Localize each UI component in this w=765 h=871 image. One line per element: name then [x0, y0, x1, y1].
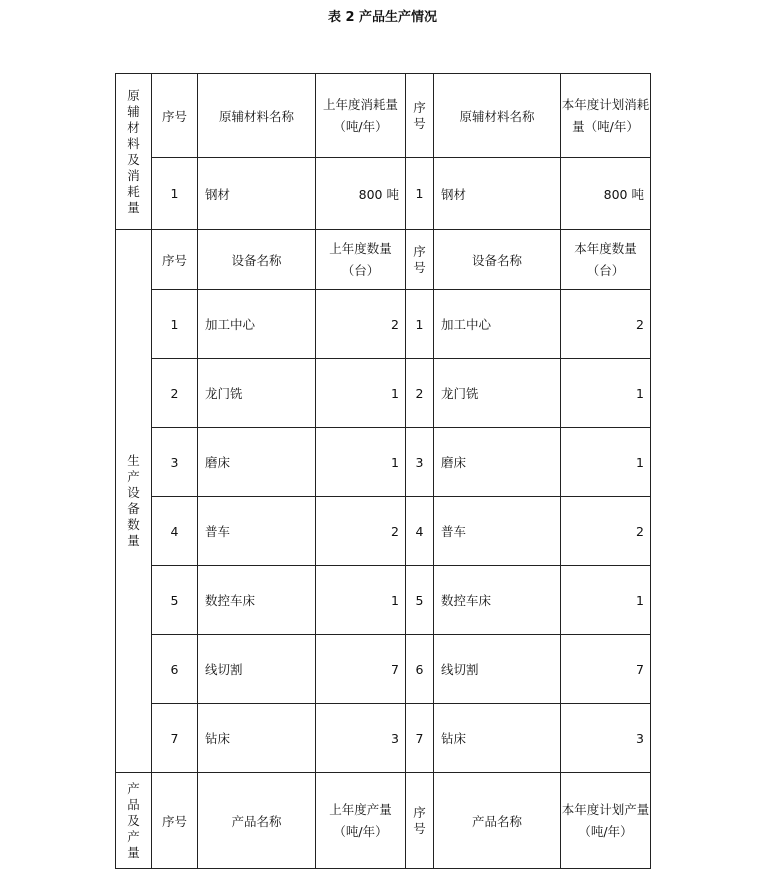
table-row	[116, 704, 651, 773]
row-name-left: 龙门铣	[198, 359, 316, 428]
row-value-right: 7	[561, 635, 651, 704]
header-cell: 序号	[152, 230, 198, 290]
row-value-left: 2	[316, 497, 406, 566]
row-value-right: 1	[561, 359, 651, 428]
header-cell: 产品名称	[434, 773, 561, 869]
header-cell: 序号	[406, 230, 434, 290]
row-name-left: 加工中心	[198, 290, 316, 359]
table-row	[116, 497, 651, 566]
production-table	[115, 73, 651, 869]
row-value-left: 1	[316, 359, 406, 428]
header-cell: 本年度数量（台）	[561, 230, 651, 290]
row-name-right: 普车	[434, 497, 561, 566]
row-value-left: 1	[316, 566, 406, 635]
header-cell: 序号	[406, 773, 434, 869]
row-name-right: 磨床	[434, 428, 561, 497]
header-cell: 上年度产量（吨/年）	[316, 773, 406, 869]
row-no-left: 6	[152, 635, 198, 704]
row-name-left: 数控车床	[198, 566, 316, 635]
header-cell: 本年度计划消耗量（吨/年）	[561, 74, 651, 158]
row-value-left: 800 吨	[316, 158, 406, 230]
table-row	[116, 290, 651, 359]
header-cell: 本年度计划产量（吨/年）	[561, 773, 651, 869]
row-name-right: 数控车床	[434, 566, 561, 635]
row-value-right: 1	[561, 566, 651, 635]
row-name-right: 钢材	[434, 158, 561, 230]
header-cell: 上年度消耗量（吨/年）	[316, 74, 406, 158]
section-label-materials: 原辅材料及消耗量	[116, 74, 152, 230]
header-cell: 产品名称	[198, 773, 316, 869]
row-no-right: 1	[406, 158, 434, 230]
products-header-row	[116, 773, 651, 869]
row-no-right: 3	[406, 428, 434, 497]
table-row	[116, 428, 651, 497]
header-cell: 原辅材料名称	[434, 74, 561, 158]
row-name-left: 钻床	[198, 704, 316, 773]
row-value-right: 800 吨	[561, 158, 651, 230]
row-no-right: 1	[406, 290, 434, 359]
row-name-left: 钢材	[198, 158, 316, 230]
header-cell: 序号	[152, 74, 198, 158]
row-value-right: 1	[561, 428, 651, 497]
header-cell: 原辅材料名称	[198, 74, 316, 158]
row-name-right: 线切割	[434, 635, 561, 704]
row-name-left: 磨床	[198, 428, 316, 497]
row-value-left: 3	[316, 704, 406, 773]
row-name-right: 钻床	[434, 704, 561, 773]
header-cell: 序号	[152, 773, 198, 869]
row-no-left: 1	[152, 158, 198, 230]
table-row	[116, 635, 651, 704]
row-no-right: 2	[406, 359, 434, 428]
row-name-left: 普车	[198, 497, 316, 566]
row-value-left: 1	[316, 428, 406, 497]
table-row	[116, 566, 651, 635]
row-no-right: 6	[406, 635, 434, 704]
section-label-products: 产品及产量	[116, 773, 152, 869]
row-no-right: 7	[406, 704, 434, 773]
row-value-left: 7	[316, 635, 406, 704]
row-no-left: 4	[152, 497, 198, 566]
row-no-left: 5	[152, 566, 198, 635]
row-value-right: 3	[561, 704, 651, 773]
row-no-right: 4	[406, 497, 434, 566]
header-cell: 上年度数量（台）	[316, 230, 406, 290]
table-row	[116, 158, 651, 230]
row-name-right: 龙门铣	[434, 359, 561, 428]
header-cell: 设备名称	[198, 230, 316, 290]
table-title: 表 2 产品生产情况	[327, 10, 438, 25]
equipment-header-row	[116, 230, 651, 290]
row-no-left: 7	[152, 704, 198, 773]
row-name-right: 加工中心	[434, 290, 561, 359]
row-name-left: 线切割	[198, 635, 316, 704]
header-cell: 序号	[406, 74, 434, 158]
row-no-left: 2	[152, 359, 198, 428]
table-row	[116, 359, 651, 428]
row-no-left: 3	[152, 428, 198, 497]
section-label-equipment: 生产设备数量	[116, 230, 152, 773]
header-cell: 设备名称	[434, 230, 561, 290]
row-value-right: 2	[561, 497, 651, 566]
row-value-left: 2	[316, 290, 406, 359]
materials-header-row	[116, 74, 651, 158]
row-no-left: 1	[152, 290, 198, 359]
row-value-right: 2	[561, 290, 651, 359]
row-no-right: 5	[406, 566, 434, 635]
